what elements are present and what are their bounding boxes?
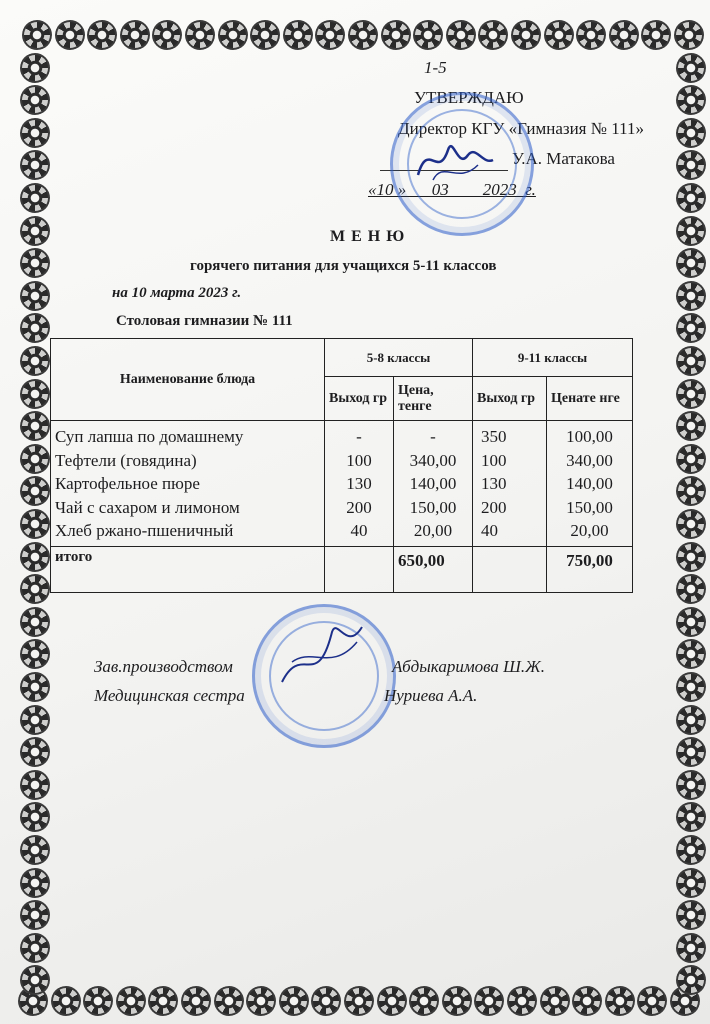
- price-value: 140,00: [566, 474, 613, 493]
- price-value: 20,00: [570, 521, 609, 540]
- total-label: итого: [51, 547, 325, 593]
- role-nurse: Медицинская сестра: [94, 686, 245, 705]
- ornament-tile: [51, 986, 81, 1016]
- approve-heading: УТВЕРЖДАЮ: [414, 88, 524, 107]
- ornament-tile: [20, 216, 50, 246]
- ornament-tile: [676, 607, 706, 637]
- dish-name: Чай с сахаром и лимоном: [55, 497, 240, 517]
- price-value: 150,00: [409, 497, 457, 517]
- menu-table: [50, 338, 633, 593]
- name-nurse: Нуриева А.А.: [384, 686, 478, 705]
- total-row: [51, 547, 633, 593]
- ornament-tile: [20, 150, 50, 180]
- ornament-tile: [20, 868, 50, 898]
- ornament-tile: [250, 20, 280, 50]
- ornament-tile: [676, 118, 706, 148]
- ornament-tile: [676, 183, 706, 213]
- ornament-tile: [20, 281, 50, 311]
- ornament-tile: [676, 444, 706, 474]
- price-value: 340,00: [566, 450, 613, 470]
- ornament-tile: [676, 53, 706, 83]
- ornament-tile: [676, 868, 706, 898]
- group-9-11-header: 9-11 классы: [473, 339, 633, 377]
- ornament-tile: [20, 639, 50, 669]
- price-value: 140,00: [409, 474, 457, 493]
- total-empty-cell: [473, 547, 547, 593]
- ornament-tile: [120, 20, 150, 50]
- ornament-tile: [676, 542, 706, 572]
- yield-value: 350: [481, 427, 507, 446]
- ornament-tile: [218, 20, 248, 50]
- yield-5-8-cell: [325, 421, 394, 547]
- price-value: 340,00: [409, 450, 457, 470]
- ornament-tile: [20, 118, 50, 148]
- ornament-tile: [279, 986, 309, 1016]
- ornament-tile: [20, 85, 50, 115]
- price-9-11-cell: [547, 421, 633, 547]
- yield-value: 100: [481, 450, 507, 470]
- ornament-tile: [20, 509, 50, 539]
- director-signature: [398, 120, 518, 200]
- price-value: 100,00: [566, 427, 613, 446]
- ornament-tile: [676, 476, 706, 506]
- ornament-tile: [676, 802, 706, 832]
- ornament-tile: [676, 574, 706, 604]
- ornament-tile: [544, 20, 574, 50]
- ornament-tile: [214, 986, 244, 1016]
- ornament-tile: [676, 770, 706, 800]
- ornament-tile: [20, 346, 50, 376]
- ornament-tile: [20, 607, 50, 637]
- ornament-tile: [674, 20, 704, 50]
- yield-9-11-cell: [473, 421, 547, 547]
- ornament-tile: [20, 965, 50, 995]
- ornament-tile: [83, 986, 113, 1016]
- ornament-tile: [20, 770, 50, 800]
- ornament-tile: [55, 20, 85, 50]
- ornament-tile: [676, 150, 706, 180]
- ornament-tile: [20, 835, 50, 865]
- yield-value: 40: [350, 521, 368, 540]
- dish-name: Тефтели (говядина): [55, 450, 197, 470]
- yield-value: 130: [346, 474, 372, 493]
- ornament-tile: [20, 705, 50, 735]
- ornament-tile: [676, 281, 706, 311]
- dish-name: Хлеб ржано-пшеничный: [55, 521, 234, 540]
- yield-value: 200: [481, 497, 507, 517]
- ornament-tile: [474, 986, 504, 1016]
- ornament-tile: [676, 705, 706, 735]
- ornament-tile: [446, 20, 476, 50]
- dish-name: Суп лапша по домашнему: [55, 427, 244, 446]
- ornament-tile: [676, 411, 706, 441]
- ornament-tile: [348, 20, 378, 50]
- ornament-tile: [676, 900, 706, 930]
- ornament-tile: [20, 900, 50, 930]
- total-9-11: 750,00: [547, 547, 633, 593]
- canteen-name: Столовая гимназии № 111: [116, 313, 293, 329]
- ornament-tile: [676, 965, 706, 995]
- yield-value: 200: [346, 497, 372, 517]
- ornament-tile: [676, 737, 706, 767]
- menu-title: М Е Н Ю: [330, 228, 406, 245]
- ornament-tile: [283, 20, 313, 50]
- price-header-9-11: Ценате нге: [547, 377, 633, 421]
- ornament-tile: [676, 216, 706, 246]
- role-production-head: Зав.производством: [94, 657, 233, 676]
- yield-value: 40: [481, 521, 498, 540]
- ornament-tile: [637, 986, 667, 1016]
- yield-header-5-8: Выход гр: [325, 377, 394, 421]
- ornament-tile: [20, 248, 50, 278]
- ornament-tile: [246, 986, 276, 1016]
- ornament-tile: [409, 986, 439, 1016]
- ornament-tile: [20, 802, 50, 832]
- ornament-tile: [20, 476, 50, 506]
- ornament-tile: [20, 542, 50, 572]
- page-number: 1-5: [424, 58, 447, 77]
- table-row: [51, 421, 633, 547]
- yield-value: -: [356, 427, 362, 446]
- director-title: Директор КГУ «Гимназия № 111»: [398, 119, 644, 138]
- ornament-tile: [116, 986, 146, 1016]
- menu-date: на 10 марта 2023 г.: [112, 285, 242, 301]
- ornament-tile: [676, 346, 706, 376]
- ornament-tile: [605, 986, 635, 1016]
- ornament-tile: [152, 20, 182, 50]
- ornament-tile: [22, 20, 52, 50]
- ornament-tile: [676, 672, 706, 702]
- yield-value: 130: [481, 474, 507, 493]
- ornament-tile: [413, 20, 443, 50]
- ornament-tile: [676, 248, 706, 278]
- signer-name: У.А. Матакова: [512, 149, 615, 168]
- ornament-tile: [442, 986, 472, 1016]
- yield-header-9-11: Выход гр: [473, 377, 547, 421]
- ornament-tile: [576, 20, 606, 50]
- dish-list-cell: [51, 421, 325, 547]
- ornament-tile: [20, 313, 50, 343]
- ornament-tile: [148, 986, 178, 1016]
- ornament-tile: [20, 183, 50, 213]
- total-5-8: 650,00: [394, 547, 473, 593]
- ornament-tile: [185, 20, 215, 50]
- ornament-tile: [344, 986, 374, 1016]
- ornament-tile: [181, 986, 211, 1016]
- ornament-tile: [572, 986, 602, 1016]
- ornament-tile: [676, 509, 706, 539]
- ornament-tile: [315, 20, 345, 50]
- price-header-5-8: Цена, тенге: [394, 377, 473, 421]
- ornament-tile: [676, 85, 706, 115]
- ornament-tile: [20, 379, 50, 409]
- ornament-tile: [20, 672, 50, 702]
- ornament-tile: [478, 20, 508, 50]
- ornament-tile: [641, 20, 671, 50]
- ornament-tile: [20, 411, 50, 441]
- yield-value: 100: [346, 450, 372, 470]
- group-5-8-header: 5-8 классы: [325, 339, 473, 377]
- dish-column-header: Наименование блюда: [51, 339, 325, 421]
- price-5-8-cell: [394, 421, 473, 547]
- ornament-tile: [87, 20, 117, 50]
- ornament-tile: [311, 986, 341, 1016]
- ornament-tile: [20, 574, 50, 604]
- ornament-tile: [676, 835, 706, 865]
- ornament-tile: [381, 20, 411, 50]
- production-signature: [262, 612, 382, 702]
- menu-subtitle: горячего питания для учащихся 5-11 классов: [190, 258, 497, 274]
- ornament-tile: [20, 53, 50, 83]
- ornament-tile: [511, 20, 541, 50]
- ornament-tile: [20, 933, 50, 963]
- ornament-tile: [609, 20, 639, 50]
- ornament-tile: [20, 737, 50, 767]
- name-production-head: Абдыкаримова Ш.Ж.: [392, 657, 545, 676]
- ornament-tile: [676, 379, 706, 409]
- total-empty-cell: [325, 547, 394, 593]
- dish-name: Картофельное пюре: [55, 474, 200, 493]
- ornament-tile: [20, 444, 50, 474]
- ornament-tile: [540, 986, 570, 1016]
- ornament-tile: [507, 986, 537, 1016]
- table-header-row-1: [51, 339, 633, 377]
- ornament-tile: [676, 313, 706, 343]
- ornament-tile: [676, 933, 706, 963]
- price-value: 150,00: [566, 497, 613, 517]
- price-value: 20,00: [413, 521, 453, 540]
- ornament-tile: [377, 986, 407, 1016]
- ornament-tile: [676, 639, 706, 669]
- approval-date: «10 » 03 2023 г.: [368, 180, 536, 199]
- price-value: -: [430, 427, 436, 446]
